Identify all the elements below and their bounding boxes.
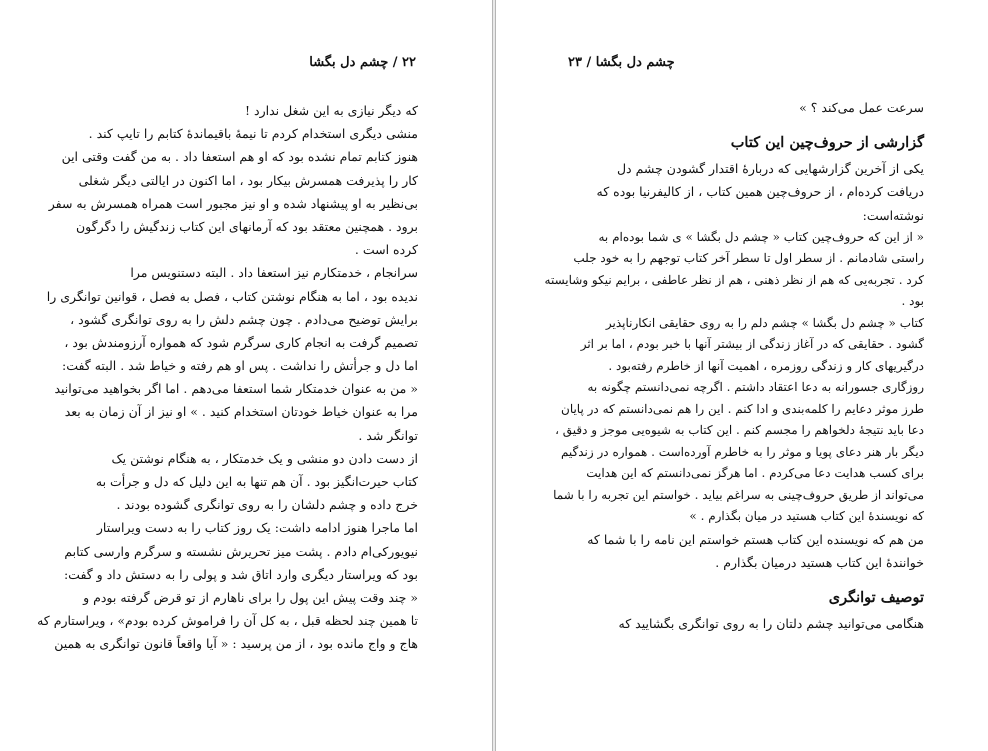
text-line: هنگامی می‌توانید چشم دلتان را به روی توانگری بگشایید که: [618, 616, 924, 632]
text-line: خرج داده و چشم دلشان را به روی توانگری گشوده بودند .: [116, 497, 418, 513]
paragraph-gap: [564, 574, 924, 584]
text-line: « من به عنوان خدمتکار شما استعفا می‌دهم . اما اگر بخواهید می‌توانید: [54, 381, 418, 397]
text-line: توانگر شد .: [358, 427, 418, 443]
text-line: تصمیم گرفت به انجام کاری سرگرم شود که همواره آرزومندش بود ،: [64, 334, 418, 350]
quoted-line: که نویسندهٔ این کتاب هستید در میان بگذارم . »: [689, 509, 924, 524]
quoted-line: روزگاری جسورانه به دعا اعتقاد داشتم . اگرچه نمی‌دانستم چگونه به: [587, 380, 924, 395]
page-body-left: [37, 99, 418, 656]
text-line: منشی دیگری استخدام کردم تا نیمهٔ باقیماندهٔ کتابم را تایپ کند .: [88, 126, 418, 142]
text-line: هاج و واج مانده بود ، از من پرسید : « آیا واقعاً قانون توانگری به همین: [54, 636, 418, 652]
text-line: هنوز کتابم تمام نشده بود که او هم استعفا داد . به من گفت وقتی این: [61, 149, 418, 165]
text-line: نیویورکی‌ام دادم . پشت میز تحریرش نشسته و سرگرم وارسی کتابم: [64, 543, 418, 559]
text-line: اما ماجرا هنوز ادامه داشت: یک روز کتاب را به دست ویراستار: [96, 520, 418, 536]
text-line: دریافت کرده‌ام ، از حروف‌چین همین کتاب ، از کالیفرنیا بوده که: [596, 184, 924, 200]
quoted-line: کرد . تجربه‌یی که هم از نظر ذهنی ، هم از نظر عاطفی ، برایم نیکو وشایسته: [544, 272, 924, 287]
right-book-page: [495, 0, 988, 751]
page-body-right: [544, 96, 924, 635]
text-line: ندیده بود ، اما به هنگام نوشتن کتاب ، فصل به فصل ، قوانین توانگری را: [46, 288, 418, 304]
text-line: کار را پذیرفت همسرش بیکار بود ، اما اکنون در ایالتی دیگر شغلی: [78, 172, 418, 188]
text-line: خوانندهٔ این کتاب هستید درمیان بگذارم .: [715, 554, 924, 570]
quoted-line: می‌تواند از طریق حروف‌چینی به سراغم بیاید . خواستم این تجربه را با شما: [553, 487, 924, 502]
quoted-line: راستی شادمانم . از سطر اول تا سطر آخر کتاب توجهم را به خود جلب: [573, 251, 924, 266]
quoted-line: درگیریهای کار و زندگی روزمره ، اهمیت آنها از خاطرم رفته‌بود .: [608, 358, 924, 373]
section-heading: توصیف توانگری: [828, 589, 924, 607]
text-line: یکی از آخرین گزارشهایی که دربارهٔ اقتدار گشودن چشم دل: [616, 161, 924, 177]
text-line: بود که ویراستار دیگری وارد اتاق شد و پولی را به دستش داد و گفت:: [63, 566, 418, 582]
quoted-line: طرز موثر دعایم را کلمه‌بندی و ادا کنم . این را هم نمی‌دانستم که در پایان: [561, 401, 924, 416]
text-line: نوشته‌است:: [862, 207, 924, 223]
text-line: من هم که نویسنده این کتاب هستم خواستم این نامه را با شما که: [587, 531, 924, 547]
quoted-line: گشود . حقایقی که در آغاز زندگی از بیشتر آنها با خبر بودم ، اما بر اثر: [580, 337, 924, 352]
left-book-page: [0, 0, 493, 751]
text-line: سرانجام ، خدمتکارم نیز استعفا داد . البته دستنویس مرا: [130, 265, 418, 281]
quoted-line: بود .: [901, 294, 924, 309]
paragraph-gap: [564, 119, 924, 129]
section-heading: گزارشی از حروف‌چین این کتاب: [730, 134, 924, 152]
quoted-line: دیگر بار هنر دعای پویا و موثر را به خاطرم آورده‌است . همواره در زندگیم: [560, 444, 924, 459]
quoted-line: « از این که حروف‌چین کتاب « چشم دل بگشا » ی شما بوده‌ام به: [598, 229, 924, 244]
quoted-line: کتاب « چشم دل بگشا » چشم دلم را به روی حقایقی انکارناپذیر: [605, 315, 924, 330]
page-header-left: ۲۲ / چشم دل بگشا: [309, 55, 416, 70]
text-line: کرده است .: [354, 242, 418, 258]
text-line: سرعت عمل می‌کند ؟ »: [799, 100, 924, 115]
text-line: اما دل و جرأتش را نداشت . پس او هم رفته و خیاط شد . البته گفت:: [61, 358, 418, 374]
text-line: تا همین چند لحظه قبل ، به کل آن را فراموش کرده بودم» ، ویراستارم که: [37, 613, 418, 629]
text-line: که دیگر نیازی به این شغل ندارد !: [245, 103, 418, 118]
text-line: برایش توضیح می‌دادم . چون چشم دلش را به روی توانگری گشود ،: [70, 311, 418, 327]
text-line: « چند وقت پیش این پول را برای ناهارم از تو قرض گرفته بودم و: [83, 589, 418, 605]
page-header-right: چشم دل بگشا / ۲۳: [568, 55, 675, 70]
text-line: مرا به عنوان خیاط خودتان استخدام کنید . » او نیز از آن زمان به بعد: [64, 404, 418, 420]
quoted-line: برای کسب هدایت دعا می‌کردم . اما هرگز نمی‌دانستم که این هدایت: [586, 466, 924, 481]
quoted-line: دعا باید نتیجهٔ دلخواهم را مجسم کنم . این کتاب به شیوه‌یی موجز و دقیق ،: [555, 423, 924, 438]
text-line: برود . همچنین معتقد بود که آرمانهای این کتاب زندگیش را دگرگون: [75, 218, 418, 234]
text-line: بی‌نظیر به او پیشنهاد شده و او نیز مجبور است همراه همسرش به سفر: [48, 195, 418, 211]
text-line: کتاب حیرت‌انگیز بود . آن هم تنها به این دلیل که دل و جرأت به: [95, 474, 418, 489]
text-line: از دست دادن دو منشی و یک خدمتکار ، به هنگام نوشتن یک: [111, 450, 418, 466]
